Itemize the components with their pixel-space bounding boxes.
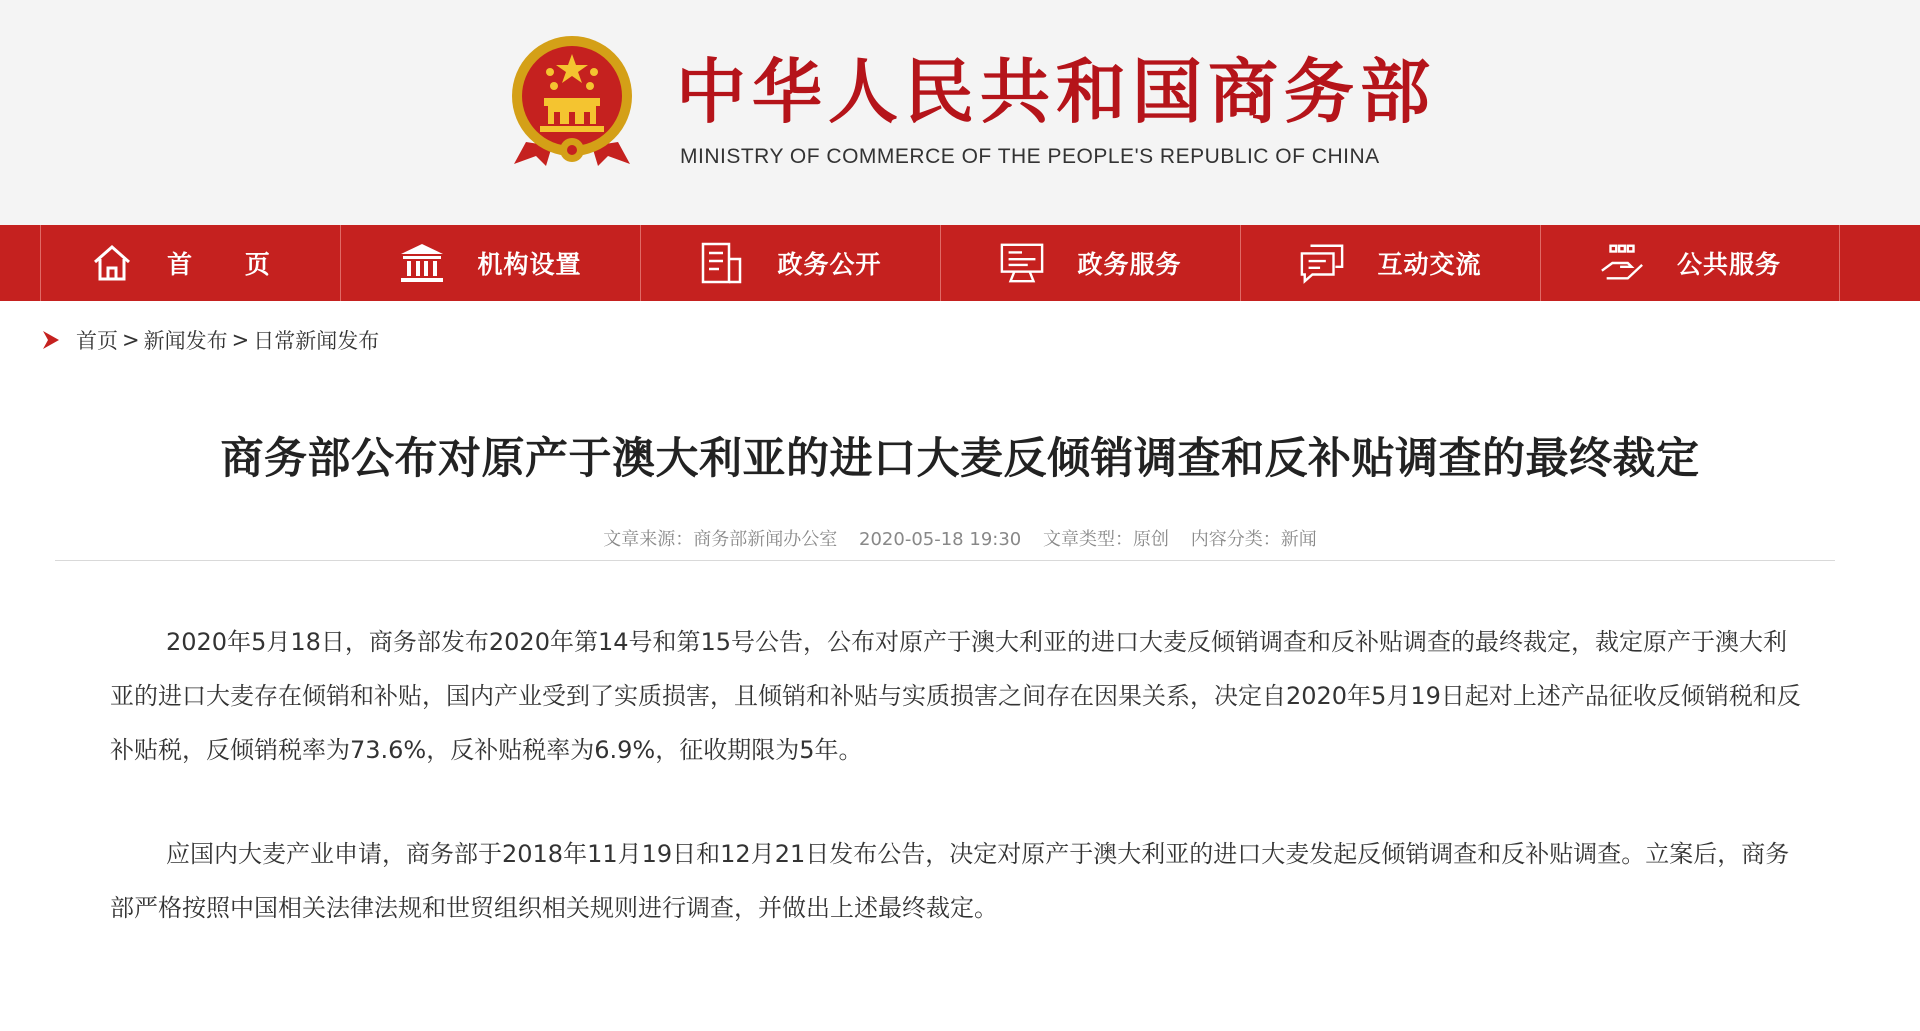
article-datetime: 2020-05-18 19:30 — [859, 529, 1022, 550]
nav-item-gov-services[interactable] — [940, 225, 1240, 301]
building-icon — [399, 240, 445, 286]
chevron-right-icon — [40, 329, 62, 351]
article-source: 文章来源：商务部新闻办公室 — [603, 529, 838, 550]
document-icon — [699, 240, 745, 286]
nav-label: 政务公开 — [777, 250, 882, 279]
monitor-icon — [999, 240, 1045, 286]
home-icon — [89, 240, 135, 286]
nav-label: 政务服务 — [1077, 250, 1182, 279]
chat-icon — [1299, 240, 1345, 286]
nav-item-home[interactable] — [40, 225, 340, 301]
nav-label: 首 页 — [167, 250, 292, 279]
article-paragraph: 应国内大麦产业申请，商务部于2018年11月19日和12月21日发布公告，决定对原产于澳大利亚的进口大麦发起反倾销调查和反补贴调查。立案后，商务部严格按照中国相关法律法规和世贸组织相关规则进行调查，并做出上述最终裁定。 — [110, 840, 1790, 922]
breadcrumb-separator: > — [231, 328, 250, 352]
nav-item-organization[interactable] — [340, 225, 640, 301]
main-nav — [0, 225, 1920, 301]
breadcrumb — [40, 325, 379, 355]
site-subtitle: MINISTRY OF COMMERCE OF THE PEOPLE'S REPUBLIC OF CHINA — [680, 145, 1380, 168]
article-meta — [0, 525, 1920, 551]
nav-item-public-services[interactable] — [1540, 225, 1840, 301]
article-type: 文章类型：原创 — [1042, 529, 1169, 550]
hand-service-icon — [1599, 240, 1645, 286]
site-header — [0, 0, 1920, 225]
article-category: 内容分类：新闻 — [1190, 529, 1317, 550]
breadcrumb-news[interactable]: 新闻发布 — [143, 329, 228, 353]
nav-item-gov-affairs[interactable] — [640, 225, 940, 301]
site-title: 中华人民共和国商务部 — [676, 51, 1436, 133]
nav-label: 公共服务 — [1676, 250, 1781, 279]
divider — [55, 560, 1835, 561]
nav-item-interaction[interactable] — [1240, 225, 1540, 301]
national-emblem-logo[interactable] — [506, 32, 638, 172]
article-title: 商务部公布对原产于澳大利亚的进口大麦反倾销调查和反补贴调查的最终裁定 — [220, 434, 1700, 484]
nav-label: 机构设置 — [477, 250, 582, 279]
article-paragraph: 2020年5月18日，商务部发布2020年第14号和第15号公告，公布对原产于澳大利亚的进口大麦反倾销调查和反补贴调查的最终裁定，裁定原产于澳大利亚的进口大麦存在倾销和补贴，国内产业受到了实质损害，且倾销和补贴与实质损害之间存在因果关系，决定自2020年5月19日起对上述产品征收反倾销税和反补贴税，反倾销税率为73.6%，反补贴税率为6.9%，征收期限为5年。 — [110, 628, 1801, 764]
breadcrumb-daily-news[interactable]: 日常新闻发布 — [253, 329, 380, 353]
breadcrumb-home[interactable]: 首页 — [76, 329, 118, 353]
nav-label: 互动交流 — [1377, 250, 1482, 279]
article-body — [110, 615, 1810, 985]
breadcrumb-separator: > — [122, 328, 140, 352]
